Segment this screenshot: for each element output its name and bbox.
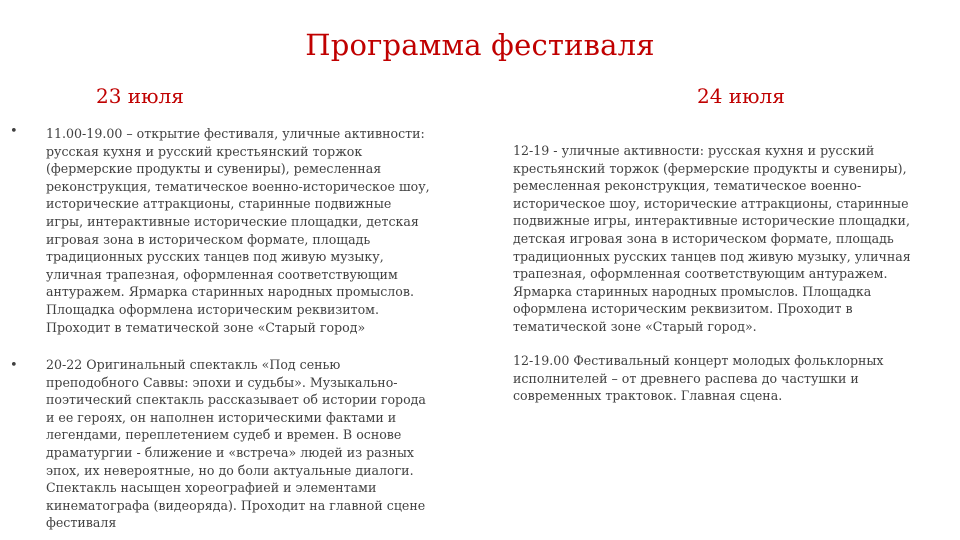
bullet-marker: •	[10, 358, 18, 373]
bullet-marker: •	[10, 124, 18, 139]
day1-item-opening: 11.00-19.00 – открытие фестиваля, уличные активности: русская кухня и русский крестьянский торжок (фермерские продукты и сувениры), ремесленная реконструкция, тематическое военно-историческое шоу, исторические аттракционы, старинные подвижные игры, интерактивные исторические площадки, детская игровая зона в историческом формате, площадь традиционных русских танцев под живую музыку, уличная трапезная, оформленная соответствующим антуражем. Ярмарка старинных народных промыслов. Площадка оформлена историческим реквизитом. Проходит в тематической зоне «Старый город»	[46, 126, 430, 335]
page-title: Программа фестиваля	[305, 28, 655, 62]
day1-item-performance: 20-22 Оригинальный спектакль «Под сенью преподобного Саввы: эпохи и судьбы». Музыкально- поэтический спектакль рассказывает об истории города и ее героях, он наполнен историческими фактами и легендами, переплетением судеб и времен. В основе драматургии - ближение и «встреча» людей из разных эпох, их невероятные, но до боли актуальные диалоги. Спектакль насыщен хореографией и элементами кинематографа (видеоряда). Проходит на главной сцене фестиваля	[46, 357, 426, 531]
day2-item-concert: 12-19.00 Фестивальный концерт молодых фольклорных исполнителей – от древнего распева до частушки и современных трактовок. Главная сцена.	[513, 353, 884, 404]
day1-heading: 23 июля	[96, 84, 184, 108]
day2-item-street-activities: 12-19 - уличные активности: русская кухня и русский крестьянский торжок (фермерские продукты и сувениры), ремесленная реконструкция, тематическое военно- историческое шоу, исторические аттракционы, старинные подвижные игры, интерактивные исторические площадки, детская игровая зона в историческом формате, площадь традиционных русских танцев под живую музыку, уличная трапезная, оформленная соответствующим антуражем. Ярмарка старинных народных промыслов. Площадка оформлена историческим реквизитом. Проходит в тематической зоне «Старый город».	[513, 143, 911, 334]
day2-heading: 24 июля	[697, 84, 785, 108]
